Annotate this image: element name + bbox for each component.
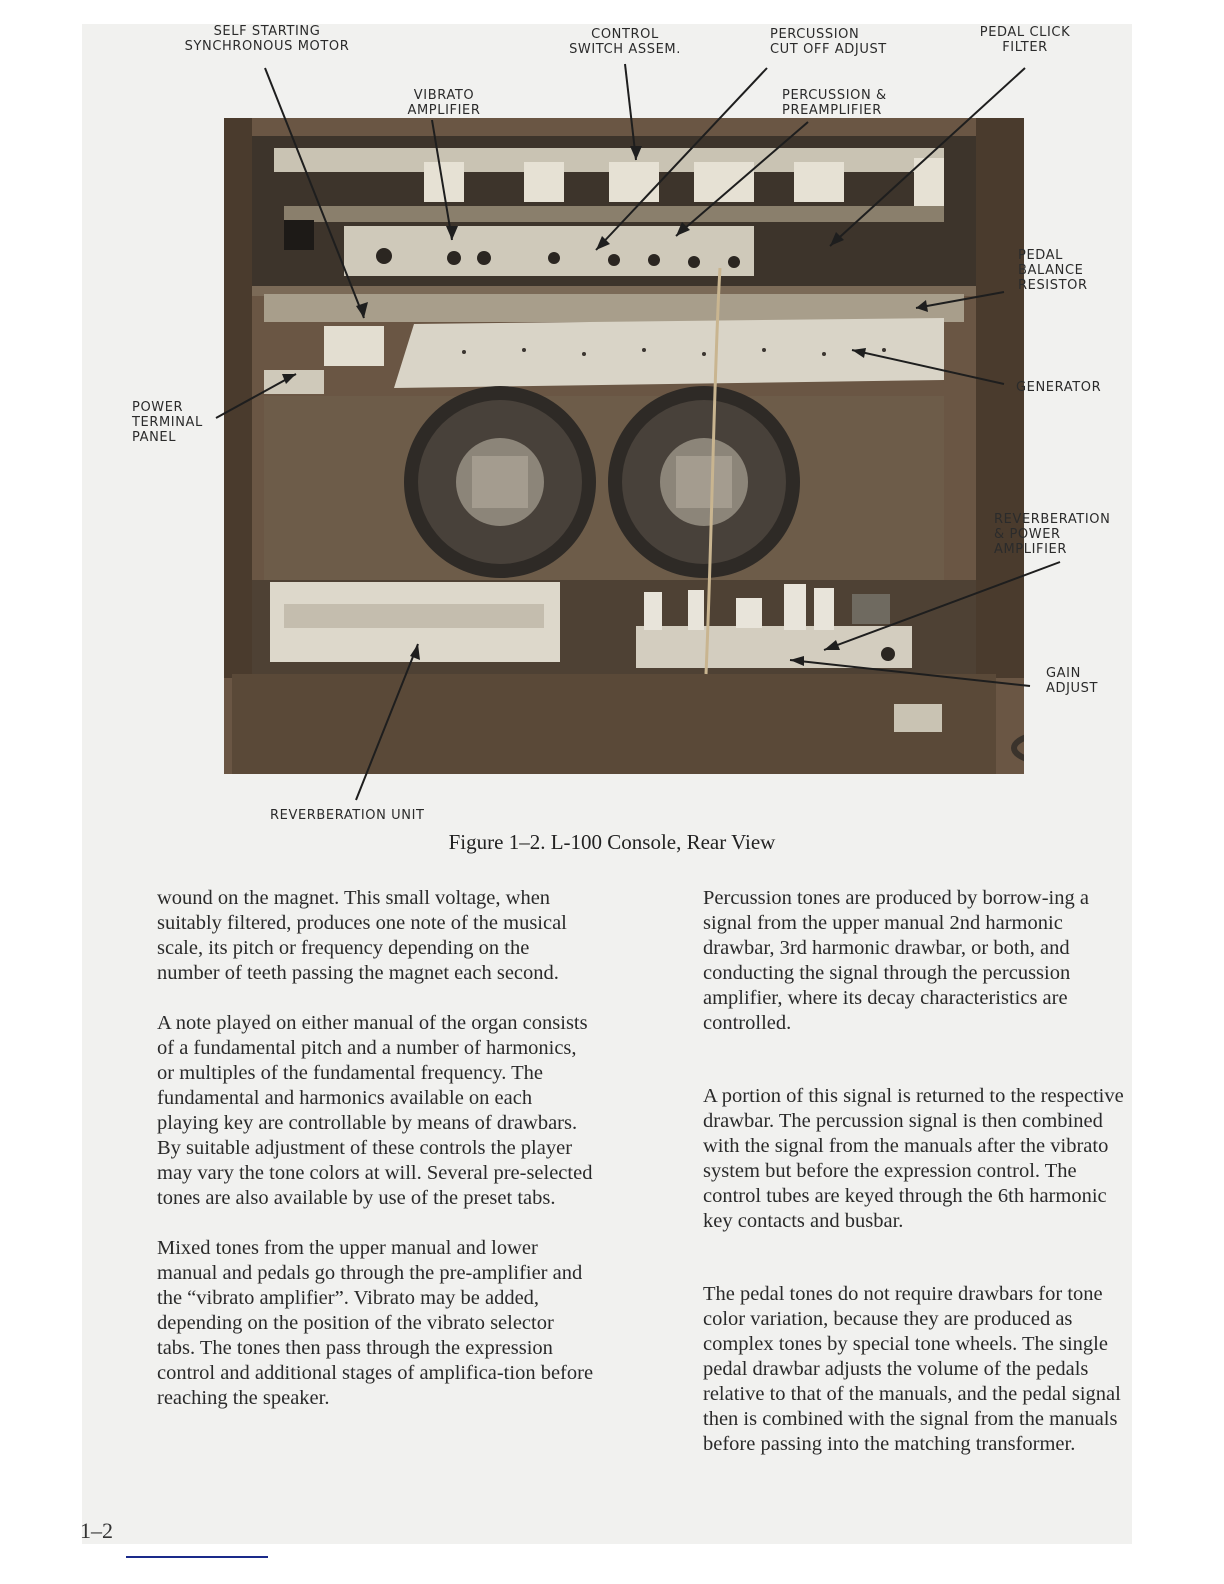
callout-pedal-click: PEDAL CLICK FILTER (979, 25, 1071, 55)
callout-reverb-power-amp: REVERBERATION & POWER AMPLIFIER (994, 512, 1111, 557)
left-paragraph-3: Mixed tones from the upper manual and lower manual and pedals go through the pre-amplifier and the “vibrato amplifier”. Vibrato may be added, depending on the position of the vibrato selector tabs. The tones then pass through the expression control and additional stages of amplifica-tion before reaching the speaker. (157, 1237, 594, 1409)
page-number: 1–2 (80, 1518, 113, 1543)
callout-vibrato-amp: VIBRATO AMPLIFIER (407, 88, 481, 118)
callout-pedal-balance: PEDAL BALANCE RESISTOR (1018, 248, 1088, 293)
left-paragraph-1: wound on the magnet. This small voltage, when suitably filtered, produces one note of the musical scale, its pitch or frequency depending on the number of teeth passing the magnet each second. (157, 887, 567, 984)
callout-percussion-cutoff: PERCUSSION CUT OFF ADJUST (770, 27, 887, 57)
leader-gain-adjust (790, 660, 1030, 686)
callout-reverb-unit: REVERBERATION UNIT (270, 808, 425, 823)
leader-motor (265, 68, 364, 318)
callout-generator: GENERATOR (1016, 380, 1102, 395)
right-paragraph-2: A portion of this signal is returned to the respective drawbar. The percussion signal is then combined with the signal from the manuals after the vibrato system but before the expression control. The control tubes are keyed through the 6th harmonic key contacts and busbar. (703, 1085, 1124, 1232)
callout-control-switch: CONTROL SWITCH ASSEM. (569, 27, 681, 57)
figure-caption: Figure 1–2. L-100 Console, Rear View (448, 830, 776, 854)
leader-percussion-preamp (676, 122, 808, 236)
leader-power-terminal (216, 374, 296, 418)
leader-pedal-balance (916, 292, 1004, 308)
right-paragraph-1: Percussion tones are produced by borrow-ing a signal from the upper manual 2nd harmonic drawbar, 3rd harmonic drawbar, or both, and conducting the signal through the percussion amplifier, where its decay characteristics are controlled. (703, 887, 1089, 1034)
leader-generator (852, 350, 1004, 384)
leader-reverb-power-amp (824, 562, 1060, 650)
callout-power-terminal: POWER TERMINAL PANEL (132, 400, 203, 445)
callout-self-starting-motor: SELF STARTING SYNCHRONOUS MOTOR (184, 24, 350, 54)
leader-vibrato (432, 120, 452, 240)
right-column (703, 886, 1133, 1457)
leader-percussion-cutoff (596, 68, 767, 250)
leader-control-switch (625, 64, 636, 160)
left-column (157, 886, 597, 1411)
leader-reverb-unit (356, 644, 418, 800)
callout-percussion-preamp: PERCUSSION & PREAMPLIFIER (782, 88, 887, 118)
footer-rule (126, 1556, 268, 1558)
callout-gain-adjust: GAIN ADJUST (1046, 666, 1099, 696)
left-paragraph-2: A note played on either manual of the organ consists of a fundamental pitch and a number of harmonics, or multiples of the fundamental frequency. The fundamental and harmonics available on each playing key are controllable by means of drawbars. By suitable adjustment of these controls the player may vary the tone colors at will. Several pre-selected tones are also available by use of the preset tabs. (157, 1012, 593, 1209)
right-paragraph-3: The pedal tones do not require drawbars for tone color variation, because they are produced as complex tones by special tone wheels. The single pedal drawbar adjusts the volume of the pedals relative to that of the manuals, and the pedal signal then is combined with the signal from the manuals before passing into the matching transformer. (703, 1283, 1121, 1455)
